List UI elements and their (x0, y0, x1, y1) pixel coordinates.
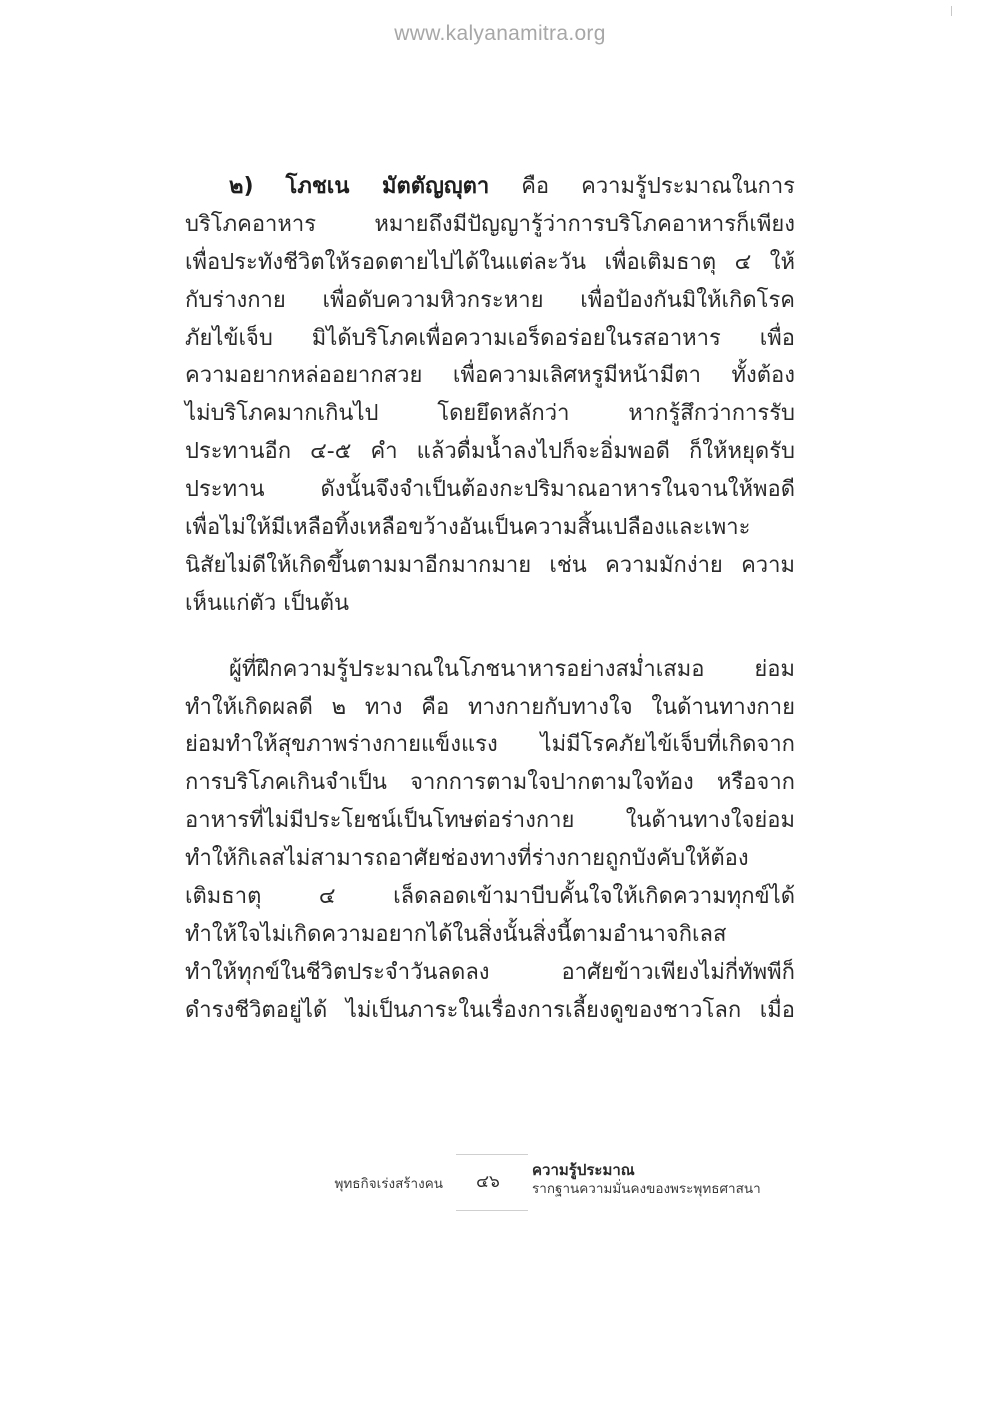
footer-divider-top (456, 1154, 528, 1155)
text-line: เพื่อไม่ให้มีเหลือทิ้งเหลือขว้างอันเป็นความสิ้นเปลืองและเพาะ (185, 515, 751, 541)
text-line: ผู้ที่ฝึกความรู้ประมาณในโภชนาหารอย่างสม่ำเสมอ ย่อม (229, 656, 795, 682)
footer-chapter (532, 1160, 761, 1198)
page-number: ๔๖ (476, 1172, 500, 1192)
text-line: อาหารที่ไม่มีประโยชน์เป็นโทษต่อร่างกาย ในด้านทางใจย่อม (185, 808, 795, 834)
text-line: ประทาน ดังนั้นจึงจำเป็นต้องกะปริมาณอาหารในจานให้พอดี (185, 477, 795, 503)
paragraph-gap (185, 623, 795, 651)
bold-term: โภชเน มัตตัญญุตา (285, 174, 490, 199)
text-line: บริโภคอาหาร หมายถึงมีปัญญารู้ว่าการบริโภคอาหารก็เพียง (185, 211, 795, 237)
text-line: ความอยากหล่ออยากสวย เพื่อความเลิศหรูมีหน้ามีตา ทั้งต้อง (185, 363, 795, 389)
body-text (185, 168, 795, 1030)
footer-chapter-title: ความรู้ประมาณ (532, 1161, 635, 1179)
text-line: นิสัยไม่ดีให้เกิดขึ้นตามมาอีกมากมาย เช่น ความมักง่าย ความ (185, 552, 795, 578)
text-line: ทำให้กิเลสไม่สามารถอาศัยช่องทางที่ร่างกายถูกบังคับให้ต้อง (185, 846, 749, 872)
text-line: เห็นแก่ตัว เป็นต้น (185, 590, 350, 616)
text-line: ประทานอีก ๔-๕ คำ แล้วดื่มน้ำลงไปก็จะอิ่มพอดี ก็ให้หยุดรับ (185, 439, 795, 465)
text-line: กับร่างกาย เพื่อดับความหิวกระหาย เพื่อป้องกันมิให้เกิดโรค (185, 287, 795, 313)
text-line: ภัยไข้เจ็บ มิได้บริโภคเพื่อความเอร็ดอร่อยในรสอาหาร เพื่อ (185, 325, 795, 351)
paragraph-1 (185, 168, 795, 623)
watermark-url: www.kalyanamitra.org (394, 22, 606, 45)
text-line: ย่อมทำให้สุขภาพร่างกายแข็งแรง ไม่มีโรคภัยไข้เจ็บที่เกิดจาก (185, 732, 795, 758)
scan-corner-mark (947, 6, 952, 16)
text-line: ทำให้ทุกข์ในชีวิตประจำวันลดลง อาศัยข้าวเพียงไม่กี่ทัพพีก็ (185, 959, 795, 985)
text-line: ไม่บริโภคมากเกินไป โดยยึดหลักว่า หากรู้สึกว่าการรับ (185, 401, 795, 427)
paragraph-2 (185, 651, 795, 1030)
text-line: ทำให้เกิดผลดี ๒ ทาง คือ ทางกายกับทางใจ ในด้านทางกาย (185, 694, 795, 720)
page-footer (0, 1150, 1000, 1220)
text-line: ดำรงชีวิตอยู่ได้ ไม่เป็นภาระในเรื่องการเลี้ยงดูของชาวโลก เมื่อ (185, 997, 795, 1023)
footer-book-title: พุทธกิจเร่งสร้างคน (334, 1176, 443, 1192)
text-line: การบริโภคเกินจำเป็น จากการตามใจปากตามใจท้อง หรือจาก (185, 770, 795, 796)
first-line-rest: คือ ความรู้ประมาณในการ (521, 174, 795, 199)
paragraph-1-line-1 (185, 168, 795, 206)
footer-divider-bottom (456, 1210, 528, 1211)
text-line: เติมธาตุ ๔ เล็ดลอดเข้ามาบีบคั้นใจให้เกิดความทุกข์ได้ (185, 884, 795, 910)
item-number: ๒) (229, 174, 254, 199)
text-line: ทำให้ใจไม่เกิดความอยากได้ในสิ่งนั้นสิ่งนี้ตามอำนาจกิเลส (185, 921, 727, 947)
footer-chapter-subtitle: รากฐานความมั่นคงของพระพุทธศาสนา (532, 1181, 761, 1197)
text-line: เพื่อประทังชีวิตให้รอดตายไปได้ในแต่ละวัน เพื่อเติมธาตุ ๔ ให้ (185, 249, 795, 275)
